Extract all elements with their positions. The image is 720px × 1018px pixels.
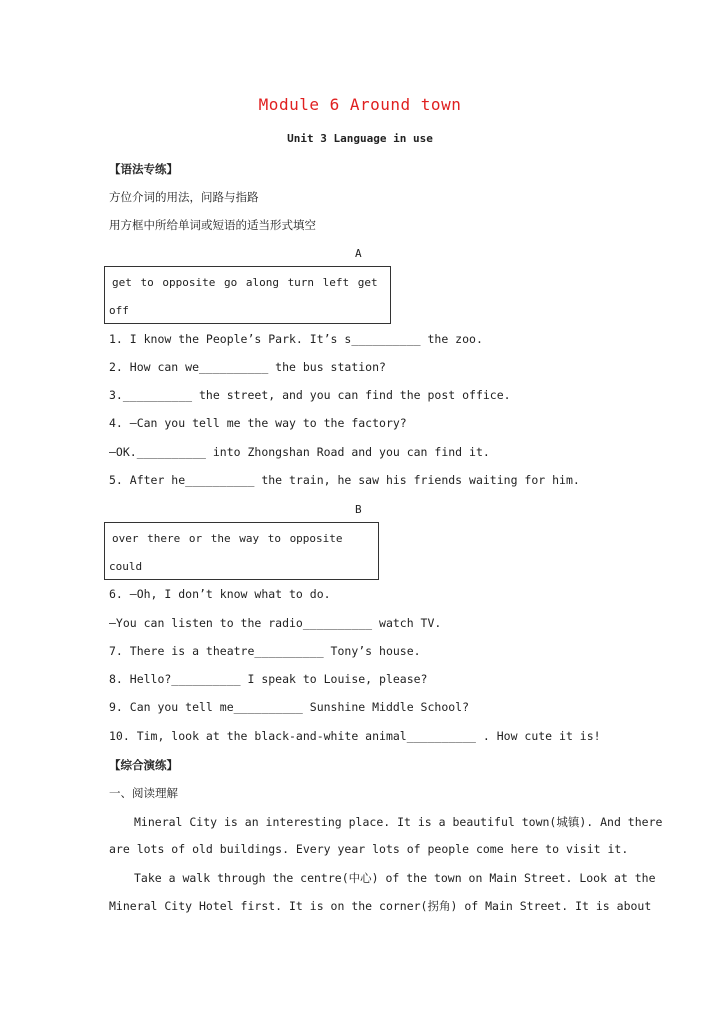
- word-box-b-line-2: could: [109, 560, 143, 573]
- reading-heading: 一、阅读理解: [109, 786, 178, 800]
- question-10: 10. Tim, look at the black-and-white animal__________ . How cute it is!: [109, 729, 601, 743]
- question-7: 7. There is a theatre__________ Tony’s house.: [109, 644, 421, 658]
- grammar-topic: 方位介词的用法，问路与指路: [109, 190, 259, 204]
- section-heading-grammar: 【语法专练】: [109, 162, 178, 176]
- word-box-a-line-2: off: [109, 304, 129, 317]
- passage-line-3: Take a walk through the centre(中心) of the town on Main Street. Look at the: [134, 871, 656, 885]
- passage-line-1: Mineral City is an interesting place. It is a beautiful town(城镇). And there: [134, 815, 663, 829]
- passage-line-2: are lots of old buildings. Every year lots of people come here to visit it.: [109, 842, 629, 856]
- question-5: 5. After he__________ the train, he saw his friends waiting for him.: [109, 473, 580, 487]
- word-box-a: [104, 266, 391, 324]
- question-6-answer: —You can listen to the radio__________ watch TV.: [109, 616, 442, 630]
- question-3: 3.__________ the street, and you can find the post office.: [109, 388, 511, 402]
- question-6: 6. —Oh, I don’t know what to do.: [109, 587, 331, 601]
- section-heading-practice: 【综合演练】: [109, 758, 178, 772]
- question-4-answer: —OK.__________ into Zhongshan Road and you can find it.: [109, 445, 490, 459]
- word-box-b: [104, 522, 379, 580]
- question-1: 1. I know the People’s Park. It’s s__________ the zoo.: [109, 332, 483, 346]
- word-box-b-line-1: over there or the way to opposite: [112, 532, 343, 545]
- grammar-instruction: 用方框中所给单词或短语的适当形式填空: [109, 218, 316, 232]
- word-box-a-line-1: get to opposite go along turn left get: [112, 276, 378, 289]
- question-4: 4. —Can you tell me the way to the factory?: [109, 416, 407, 430]
- word-box-label-a: A: [355, 247, 362, 260]
- page-title: Module 6 Around town: [258, 95, 462, 114]
- question-9: 9. Can you tell me__________ Sunshine Middle School?: [109, 700, 470, 714]
- word-box-label-b: B: [355, 503, 362, 516]
- page-subtitle: Unit 3 Language in use: [287, 132, 433, 145]
- question-8: 8. Hello?__________ I speak to Louise, please?: [109, 672, 428, 686]
- passage-line-4: Mineral City Hotel first. It is on the corner(拐角) of Main Street. It is about: [109, 899, 652, 913]
- question-2: 2. How can we__________ the bus station?: [109, 360, 386, 374]
